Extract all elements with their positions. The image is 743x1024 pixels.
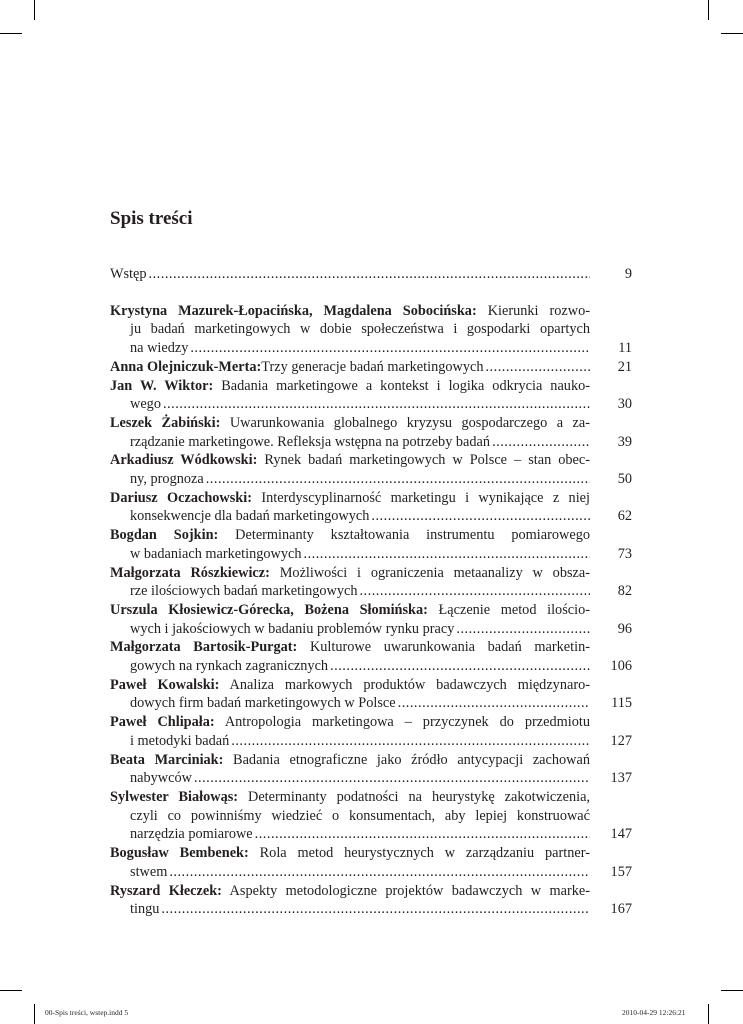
dot-leader xyxy=(255,825,590,844)
toc-entry-line xyxy=(110,395,590,414)
dot-leader xyxy=(149,265,590,284)
toc-entry-line xyxy=(110,507,590,526)
toc-title-text: na wiedzy xyxy=(130,340,189,357)
toc-entry xyxy=(110,601,632,638)
toc-title-text: Badania marketingowe a kontekst i logika odkrycia nauko- xyxy=(213,377,590,394)
toc-title-text: Rola metod heurystycznych w zarządzaniu partner- xyxy=(248,845,590,862)
toc-entry-line xyxy=(110,489,590,508)
dot-leader xyxy=(206,470,590,489)
toc-author: Beata Marciniak: xyxy=(110,751,224,768)
toc-entry-line xyxy=(110,451,590,470)
toc-page-number: 157 xyxy=(610,863,632,880)
toc-author: Paweł Kowalski: xyxy=(110,676,220,693)
toc-entry xyxy=(110,265,632,284)
toc-page-number: 147 xyxy=(610,826,632,843)
toc-page-number: 21 xyxy=(617,358,632,375)
dot-leader xyxy=(190,339,590,358)
dot-leader xyxy=(371,507,590,526)
toc-entry xyxy=(110,713,632,750)
toc-author: Leszek Żabiński: xyxy=(110,414,221,431)
toc-entry-line xyxy=(110,657,590,676)
toc-title-text: Antropologia marketingowa – przyczynek do przedmiotu xyxy=(214,714,590,731)
toc-author: Krystyna Mazurek-Łopacińska, Magdalena Sobocińska: xyxy=(110,302,477,319)
toc-entry xyxy=(110,526,632,563)
toc-entry-line xyxy=(110,601,590,620)
toc-page-number: 82 xyxy=(617,583,632,600)
toc-entry-line xyxy=(110,863,590,882)
toc-title-text: dowych firm badań marketingowych w Polsce xyxy=(130,695,396,712)
toc-entry-line xyxy=(110,751,590,770)
toc-author: Urszula Kłosiewicz-Górecka, Bożena Słomińska: xyxy=(110,601,428,618)
toc-page-number: 73 xyxy=(617,545,632,562)
toc-title-text: czyli co powinniśmy wiedzieć o konsumentach, aby lepiej konstruować xyxy=(130,807,590,824)
crop-mark xyxy=(721,990,743,991)
toc-title-text: Rynek badań marketingowych w Polsce – stan obec- xyxy=(257,452,590,469)
dot-leader xyxy=(161,900,590,919)
toc-entry-line xyxy=(110,320,590,339)
toc-author: Małgorzata Rószkiewicz: xyxy=(110,564,270,581)
toc-title-text: Badania etnograficzne jako źródło antycypacji zachowań xyxy=(223,751,590,768)
toc-entry-line xyxy=(110,769,590,788)
toc-title-text: Kulturowe uwarunkowania badań marketin- xyxy=(297,639,590,656)
table-of-contents xyxy=(110,265,632,919)
toc-title-text: rządzanie marketingowe. Refleksja wstępna na potrzeby badań xyxy=(130,433,491,450)
toc-page-number: 137 xyxy=(610,770,632,787)
toc-title-text: stwem xyxy=(130,863,168,880)
page-title: Spis treści xyxy=(110,208,193,229)
toc-author: Bogdan Sojkin: xyxy=(110,527,219,544)
toc-title-text: narzędzia pomiarowe xyxy=(130,826,253,843)
toc-entry xyxy=(110,358,632,377)
toc-entry-line xyxy=(110,582,590,601)
toc-title-text: wych i jakościowych w badaniu problemów rynku pracy xyxy=(130,620,455,637)
toc-entry-line xyxy=(110,620,590,639)
toc-entry-line xyxy=(110,564,590,583)
toc-author: Małgorzata Bartosik-Purgat: xyxy=(110,639,298,656)
toc-entry-line xyxy=(110,414,590,433)
toc-title-text: nabywców xyxy=(130,770,192,787)
toc-entry xyxy=(110,414,632,451)
toc-page-number: 115 xyxy=(611,695,632,712)
dot-leader xyxy=(456,620,590,639)
toc-page-number: 50 xyxy=(617,471,632,488)
toc-entry-line xyxy=(110,545,590,564)
toc-entry-line xyxy=(110,676,590,695)
toc-title-text: Determinanty kształtowania instrumentu pomiarowego xyxy=(218,527,590,544)
toc-author: Arkadiusz Wódkowski: xyxy=(110,452,258,469)
toc-author: Paweł Chlipała: xyxy=(110,714,215,731)
toc-author: Bogusław Bembenek: xyxy=(110,845,249,862)
crop-mark xyxy=(0,33,22,34)
toc-page-number: 9 xyxy=(624,266,632,282)
toc-title-text: wego xyxy=(130,396,161,413)
toc-entry xyxy=(110,564,632,601)
dot-leader xyxy=(330,657,590,676)
toc-title-text: Łączenie metod ilościo- xyxy=(427,601,590,618)
toc-entry-line xyxy=(110,526,590,545)
toc-title-text: Trzy generacje badań marketingowych xyxy=(261,358,484,375)
toc-title-text: ny, prognoza xyxy=(130,471,204,488)
toc-entry-line xyxy=(110,358,590,377)
toc-title-text: rze ilościowych badań marketingowych xyxy=(130,583,358,600)
toc-title-text: Uwarunkowania globalnego kryzysu gospodarczego a za- xyxy=(220,414,590,431)
toc-entry-line xyxy=(110,882,590,901)
toc-title-text: konsekwencje dla badań marketingowych xyxy=(130,508,370,525)
toc-entry-line xyxy=(110,807,590,826)
toc-page-number: 62 xyxy=(617,508,632,525)
toc-entry-line xyxy=(110,844,590,863)
toc-entry xyxy=(110,638,632,675)
toc-author: Ryszard Kłeczek: xyxy=(110,882,222,899)
dot-leader xyxy=(359,582,590,601)
toc-entry xyxy=(110,676,632,713)
crop-mark xyxy=(34,1004,35,1024)
toc-entry-line xyxy=(110,433,590,452)
toc-author: Dariusz Oczachowski: xyxy=(110,489,252,506)
toc-entry-line xyxy=(110,265,590,284)
toc-entry xyxy=(110,751,632,788)
toc-entry xyxy=(110,844,632,881)
toc-entry xyxy=(110,882,632,919)
toc-title-text: gowych na rynkach zagranicznych xyxy=(130,658,329,675)
crop-mark xyxy=(721,33,743,34)
toc-entry-line xyxy=(110,339,590,358)
dot-leader xyxy=(194,769,590,788)
footer-filename: 00-Spis treści, wstep.indd 5 xyxy=(45,1008,129,1017)
toc-entry-line xyxy=(110,713,590,732)
toc-title-text: Kierunki rozwo- xyxy=(476,302,590,319)
toc-page-number: 106 xyxy=(610,658,632,675)
dot-leader xyxy=(492,433,590,452)
toc-entry-line xyxy=(110,694,590,713)
toc-author: Anna Olejniczuk-Merta: xyxy=(110,358,262,375)
dot-leader xyxy=(163,395,590,414)
toc-author: Sylwester Białowąs: xyxy=(110,788,239,805)
toc-entry-line xyxy=(110,900,590,919)
dot-leader xyxy=(485,358,590,377)
crop-mark xyxy=(0,990,22,991)
toc-title-text: i metodyki badań xyxy=(130,732,230,749)
dot-leader xyxy=(231,732,590,751)
crop-mark xyxy=(708,1004,709,1024)
toc-page-number: 167 xyxy=(610,901,632,918)
toc-entry xyxy=(110,788,632,844)
toc-title-text: Możliwości i ograniczenia metaanalizy w obsza- xyxy=(269,564,590,581)
toc-title-text: Aspekty metodologiczne projektów badawczych w marke- xyxy=(221,882,590,899)
toc-entry xyxy=(110,451,632,488)
crop-mark xyxy=(708,0,709,20)
toc-title-text: Determinanty podatności na heurystykę zakotwiczenia, xyxy=(238,788,590,805)
toc-title-text: Analiza markowych produktów badawczych międzynaro- xyxy=(219,676,590,693)
toc-title-text: w badaniach marketingowych xyxy=(130,545,302,562)
toc-entry-line xyxy=(110,377,590,396)
toc-title-text: Wstęp xyxy=(110,266,147,282)
toc-entry-line xyxy=(110,638,590,657)
toc-entry-line xyxy=(110,788,590,807)
toc-author: Jan W. Wiktor: xyxy=(110,377,214,394)
footer-datetime: 2010-04-29 12:26:21 xyxy=(622,1008,686,1017)
dot-leader xyxy=(169,863,590,882)
toc-page-number: 127 xyxy=(610,732,632,749)
toc-title-text: ju badań marketingowych w dobie społeczeństwa i gospodarki opartych xyxy=(130,321,590,338)
toc-page-number: 30 xyxy=(617,396,632,413)
dot-leader xyxy=(398,694,590,713)
toc-entry-line xyxy=(110,732,590,751)
toc-page-number: 39 xyxy=(617,433,632,450)
toc-page-number: 96 xyxy=(617,620,632,637)
toc-entry-line xyxy=(110,470,590,489)
toc-entry-line xyxy=(110,302,590,321)
dot-leader xyxy=(304,545,591,564)
toc-entry xyxy=(110,489,632,526)
toc-title-text: Interdyscyplinarność marketingu i wynikające z niej xyxy=(252,489,590,506)
toc-entry xyxy=(110,302,632,358)
toc-title-text: tingu xyxy=(130,901,160,918)
toc-entry-line xyxy=(110,825,590,844)
toc-page-number: 11 xyxy=(618,340,632,357)
crop-mark xyxy=(34,0,35,20)
toc-entry xyxy=(110,377,632,414)
